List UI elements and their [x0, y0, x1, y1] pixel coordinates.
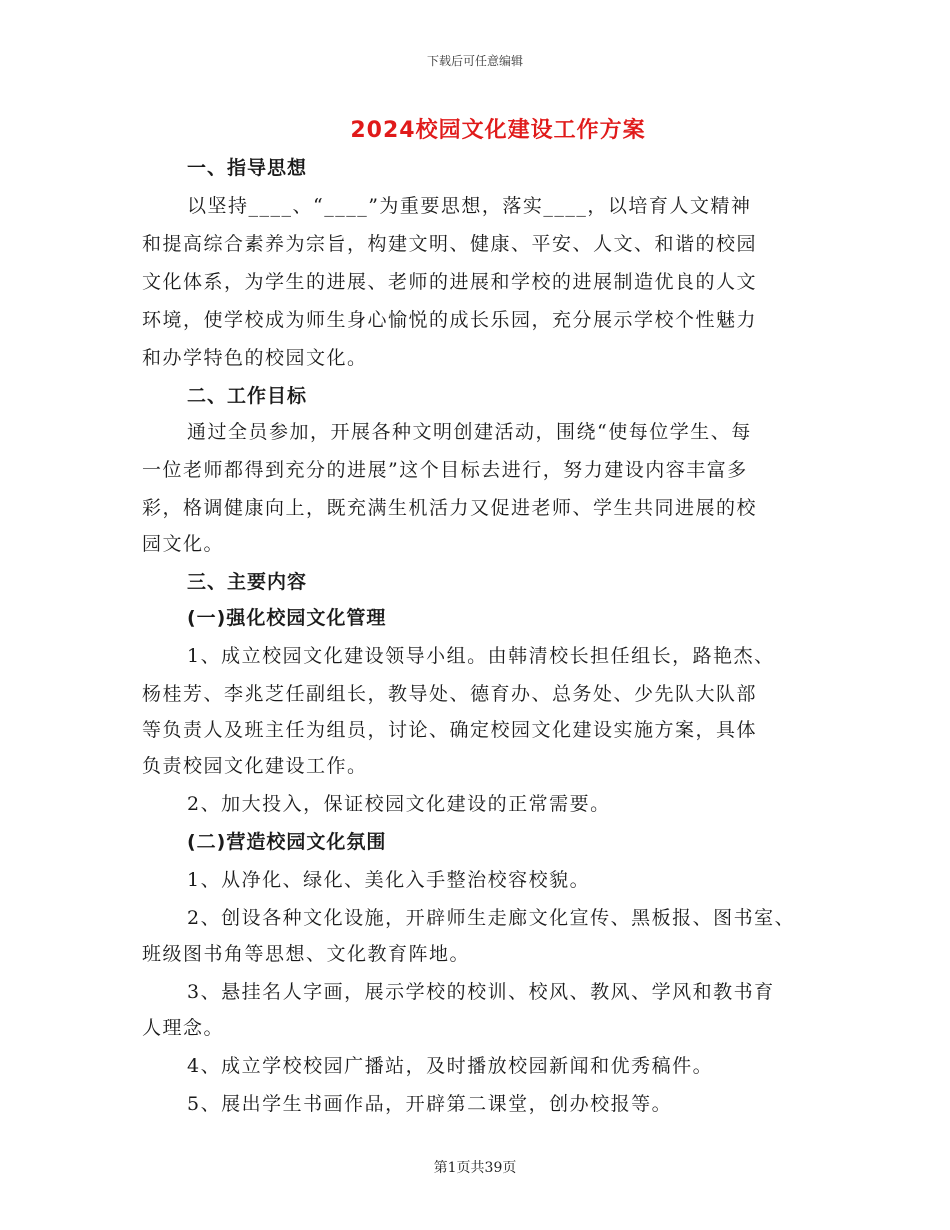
paragraph-line: 4、成立学校校园广播站，及时播放校园新闻和优秀稿件。 [187, 1055, 714, 1077]
subsection-heading-management: (一)强化校园文化管理 [187, 607, 387, 629]
paragraph-line: 负责校园文化建设工作。 [142, 755, 368, 777]
paragraph-line: 文化体系，为学生的进展、老师的进展和学校的进展制造优良的人文 [142, 271, 758, 293]
paragraph-line: 以坚持____、“____”为重要思想，落实____，以培育人文精神 [187, 195, 752, 217]
paragraph-line: 2、加大投入，保证校园文化建设的正常需要。 [187, 793, 611, 815]
section-heading-main-content: 三、主要内容 [187, 571, 308, 593]
paragraph-line: 彩，格调健康向上，既充满生机活力又促进老师、学生共同进展的校 [142, 497, 758, 519]
section-heading-goals: 二、工作目标 [187, 385, 308, 407]
paragraph-line: 2、创设各种文化设施，开辟师生走廊文化宣传、黑板报、图书室、 [187, 907, 796, 929]
paragraph-line: 一位老师都得到充分的进展”这个目标去进行，努力建设内容丰富多 [142, 459, 748, 481]
paragraph-line: 班级图书角等思想、文化教育阵地。 [142, 943, 471, 965]
paragraph-line: 5、展出学生书画作品，开辟第二课堂，创办校报等。 [187, 1093, 673, 1115]
paragraph-line: 1、成立校园文化建设领导小组。由韩清校长担任组长，路艳杰、 [187, 645, 775, 667]
document-title: 2024校园文化建设工作方案 [350, 118, 646, 143]
subsection-heading-atmosphere: (二)营造校园文化氛围 [187, 831, 387, 853]
paragraph-line: 人理念。 [142, 1017, 225, 1039]
paragraph-line: 环境，使学校成为师生身心愉悦的成长乐园，充分展示学校个性魅力 [142, 309, 758, 331]
paragraph-line: 3、悬挂名人字画，展示学校的校训、校风、教风、学风和教书育 [187, 981, 775, 1003]
paragraph-line: 等负责人及班主任为组员，讨论、确定校园文化建设实施方案，具体 [142, 719, 758, 741]
paragraph-line: 杨桂芳、李兆芝任副组长，教导处、德育办、总务处、少先队大队部 [142, 683, 758, 705]
paragraph-line: 通过全员参加，开展各种文明创建活动，围绕“使每位学生、每 [187, 421, 752, 443]
paragraph-line: 和提高综合素养为宗旨，构建文明、健康、平安、人文、和谐的校园 [142, 233, 758, 255]
paragraph-line: 和办学特色的校园文化。 [142, 347, 368, 369]
page-footer-number: 第1页共39页 [433, 1160, 517, 1176]
paragraph-line: 1、从净化、绿化、美化入手整治校容校貌。 [187, 869, 591, 891]
paragraph-line: 园文化。 [142, 533, 225, 555]
page-header-note: 下载后可任意编辑 [426, 54, 523, 68]
section-heading-guiding-thought: 一、指导思想 [187, 157, 308, 179]
